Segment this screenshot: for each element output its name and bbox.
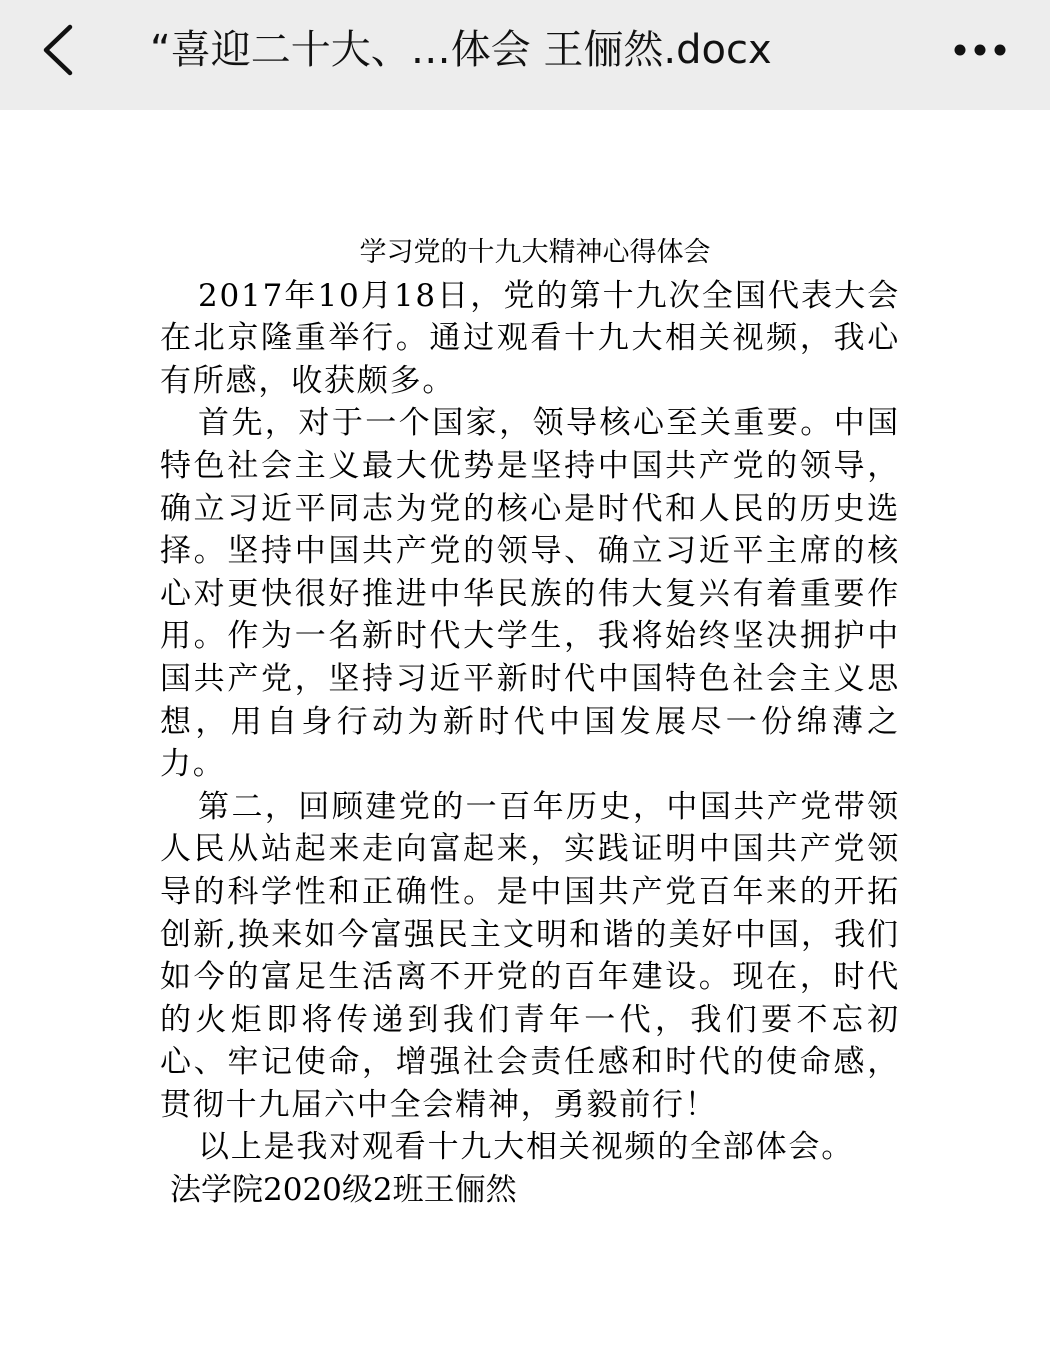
paragraph-conclusion: 以上是我对观看十九大相关视频的全部体会。 [198,1129,854,1166]
top-navigation-bar [0,0,1050,110]
paragraph-second-point: 第二，回顾建党的一百年历史，中国共产党带领人民从站起来走向富起来，实践证明中国共产党领导的科学性和正确性。是中国共产党百年来的开拓创新,换来如今富强民主文明和谐的美好中国，我们如今的富足生活离不开党的百年建设。现在，时代的火炬即将传递到我们青年一代，我们要不忘初心、牢记使命，增强社会责任感和时代的使命感，贯彻十九届六中全会精神，勇毅前行！ [160,788,900,1123]
document-body [160,232,900,1212]
paragraph-intro: 2017年10月18日，党的第十九次全国代表大会在北京隆重举行。通过观看十九大相关视频，我心有所感，收获颇多。 [160,277,900,399]
back-button[interactable] [28,20,88,80]
more-options-button[interactable] [940,20,1020,80]
document-heading: 学习党的十九大精神心得体会 [359,237,711,268]
document-filename-title: “喜迎二十大、…体会 王俪然.docx [150,27,772,73]
chevron-left-icon [40,24,76,76]
paragraph-first-point: 首先，对于一个国家，领导核心至关重要。中国特色社会主义最大优势是坚持中国共产党的领导，确立习近平同志为党的核心是时代和人民的历史选择。坚持中国共产党的领导、确立习近平主席的核心对更快很好推进中华民族的伟大复兴有着重要作用。作为一名新时代大学生，我将始终坚决拥护中国共产党，坚持习近平新时代中国特色社会主义思想，用自身行动为新时代中国发展尽一份绵薄之力。 [160,405,900,783]
ellipsis-icon [953,43,1007,57]
author-signature: 法学院2020级2班王俪然 [170,1172,517,1209]
